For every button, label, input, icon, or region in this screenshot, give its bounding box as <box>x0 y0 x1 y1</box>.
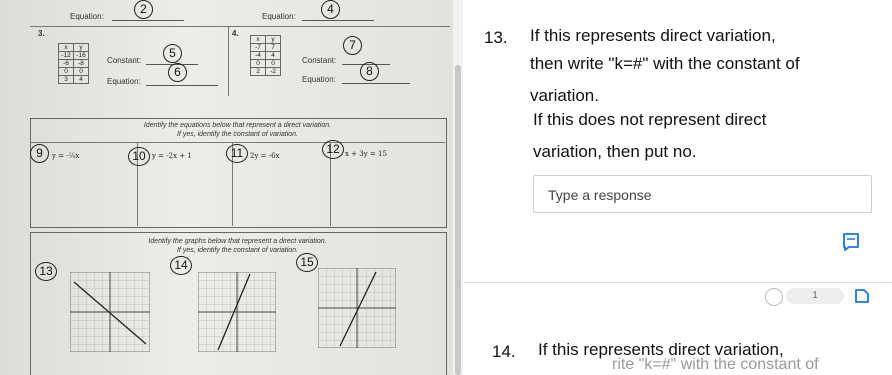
circle-8: 8 <box>360 62 379 81</box>
circle-6: 6 <box>168 63 187 82</box>
circle-14: 14 <box>170 256 192 275</box>
t4-r3-y: -2 <box>266 68 281 76</box>
t4-r3-x: 2 <box>251 68 266 76</box>
equations-header-line <box>30 142 445 143</box>
page-indicator: 1 <box>786 288 844 304</box>
t4-r1-x: -4 <box>251 52 266 60</box>
q3-label: 3. <box>38 29 45 38</box>
section2-title-line1: Identify the graphs below that represent a direct variation. <box>148 238 327 245</box>
row-divider-top <box>30 26 450 27</box>
constant-label-q3: Constant: <box>107 56 142 65</box>
t4-r0-x: -7 <box>251 44 266 52</box>
q13-line2: then write "k=#" with the constant of <box>530 54 800 73</box>
t3-r1-x: -6 <box>59 60 74 68</box>
q14-number: 14. <box>492 342 516 361</box>
t3-h-x: x <box>59 44 74 52</box>
response-placeholder: Type a response <box>548 187 652 203</box>
question-divider <box>463 282 892 283</box>
circle-13: 13 <box>35 262 57 281</box>
equation-10: y = -2x + 1 <box>152 152 192 160</box>
response-input[interactable] <box>533 175 872 213</box>
circle-4: 4 <box>321 0 340 19</box>
t3-h-y: y <box>74 44 89 52</box>
t4-h-y: y <box>266 36 281 44</box>
t4-r2-x: 0 <box>251 60 266 68</box>
t4-r2-y: 0 <box>266 60 281 68</box>
t3-r3-x: 3 <box>59 76 74 84</box>
status-radio[interactable] <box>765 288 783 306</box>
equation-11: 2y = -6x <box>250 152 280 160</box>
t3-r1-y: -8 <box>74 60 89 68</box>
equation-label-q3: Equation: <box>107 77 141 86</box>
circle-9: 9 <box>30 144 49 163</box>
expand-icon[interactable] <box>853 287 871 305</box>
t3-r3-y: 4 <box>74 76 89 84</box>
equation-12: x + 3y = 15 <box>345 150 387 158</box>
equation-label-right: Equation: <box>262 12 296 21</box>
circle-2: 2 <box>134 0 153 19</box>
q13-line3: variation. <box>530 86 599 105</box>
q13-line1: If this represents direct variation, <box>530 26 776 45</box>
q13-line5: variation, then put no. <box>533 142 697 161</box>
t4-r0-y: 7 <box>266 44 281 52</box>
equation-label-left: Equation: <box>70 12 104 21</box>
graph-15 <box>318 268 396 348</box>
q13-line4: If this does not represent direct <box>533 110 767 129</box>
t3-r2-x: 0 <box>59 68 74 76</box>
q14-line1: If this represents direct variation, <box>538 340 784 359</box>
t3-r0-y: -16 <box>74 52 89 60</box>
circle-12: 12 <box>322 140 344 159</box>
t3-r2-y: 0 <box>74 68 89 76</box>
circle-11: 11 <box>226 144 248 163</box>
section1-title-line1: Identify the equations below that represent a direct variation. <box>143 122 332 129</box>
circle-10: 10 <box>128 147 150 166</box>
q13-number: 13. <box>484 28 508 47</box>
col-divider-top <box>228 26 229 96</box>
q14-line2-partial: rite "k=#" with the constant of <box>612 356 819 373</box>
constant-label-q4: Constant: <box>302 56 337 65</box>
section1-title-line2: If yes, identify the constant of variation. <box>176 131 298 138</box>
equation-label-q4: Equation: <box>302 75 336 84</box>
equation-9: y = -⅖x <box>52 152 80 160</box>
circle-7: 7 <box>343 36 362 55</box>
comment-icon[interactable] <box>841 232 861 252</box>
section2-title-line2: If yes, identify the constant of variation. <box>176 247 298 254</box>
t3-r0-x: -12 <box>59 52 74 60</box>
t4-r1-y: 4 <box>266 52 281 60</box>
table-q3 <box>58 43 89 84</box>
graph-13 <box>70 272 150 352</box>
worksheet-scrollbar-thumb[interactable] <box>455 65 461 375</box>
t4-h-x: x <box>251 36 266 44</box>
circle-5: 5 <box>163 44 182 63</box>
q4-label: 4. <box>232 29 239 38</box>
graph-14 <box>198 272 276 352</box>
table-q4 <box>250 35 281 76</box>
circle-15: 15 <box>296 253 318 272</box>
